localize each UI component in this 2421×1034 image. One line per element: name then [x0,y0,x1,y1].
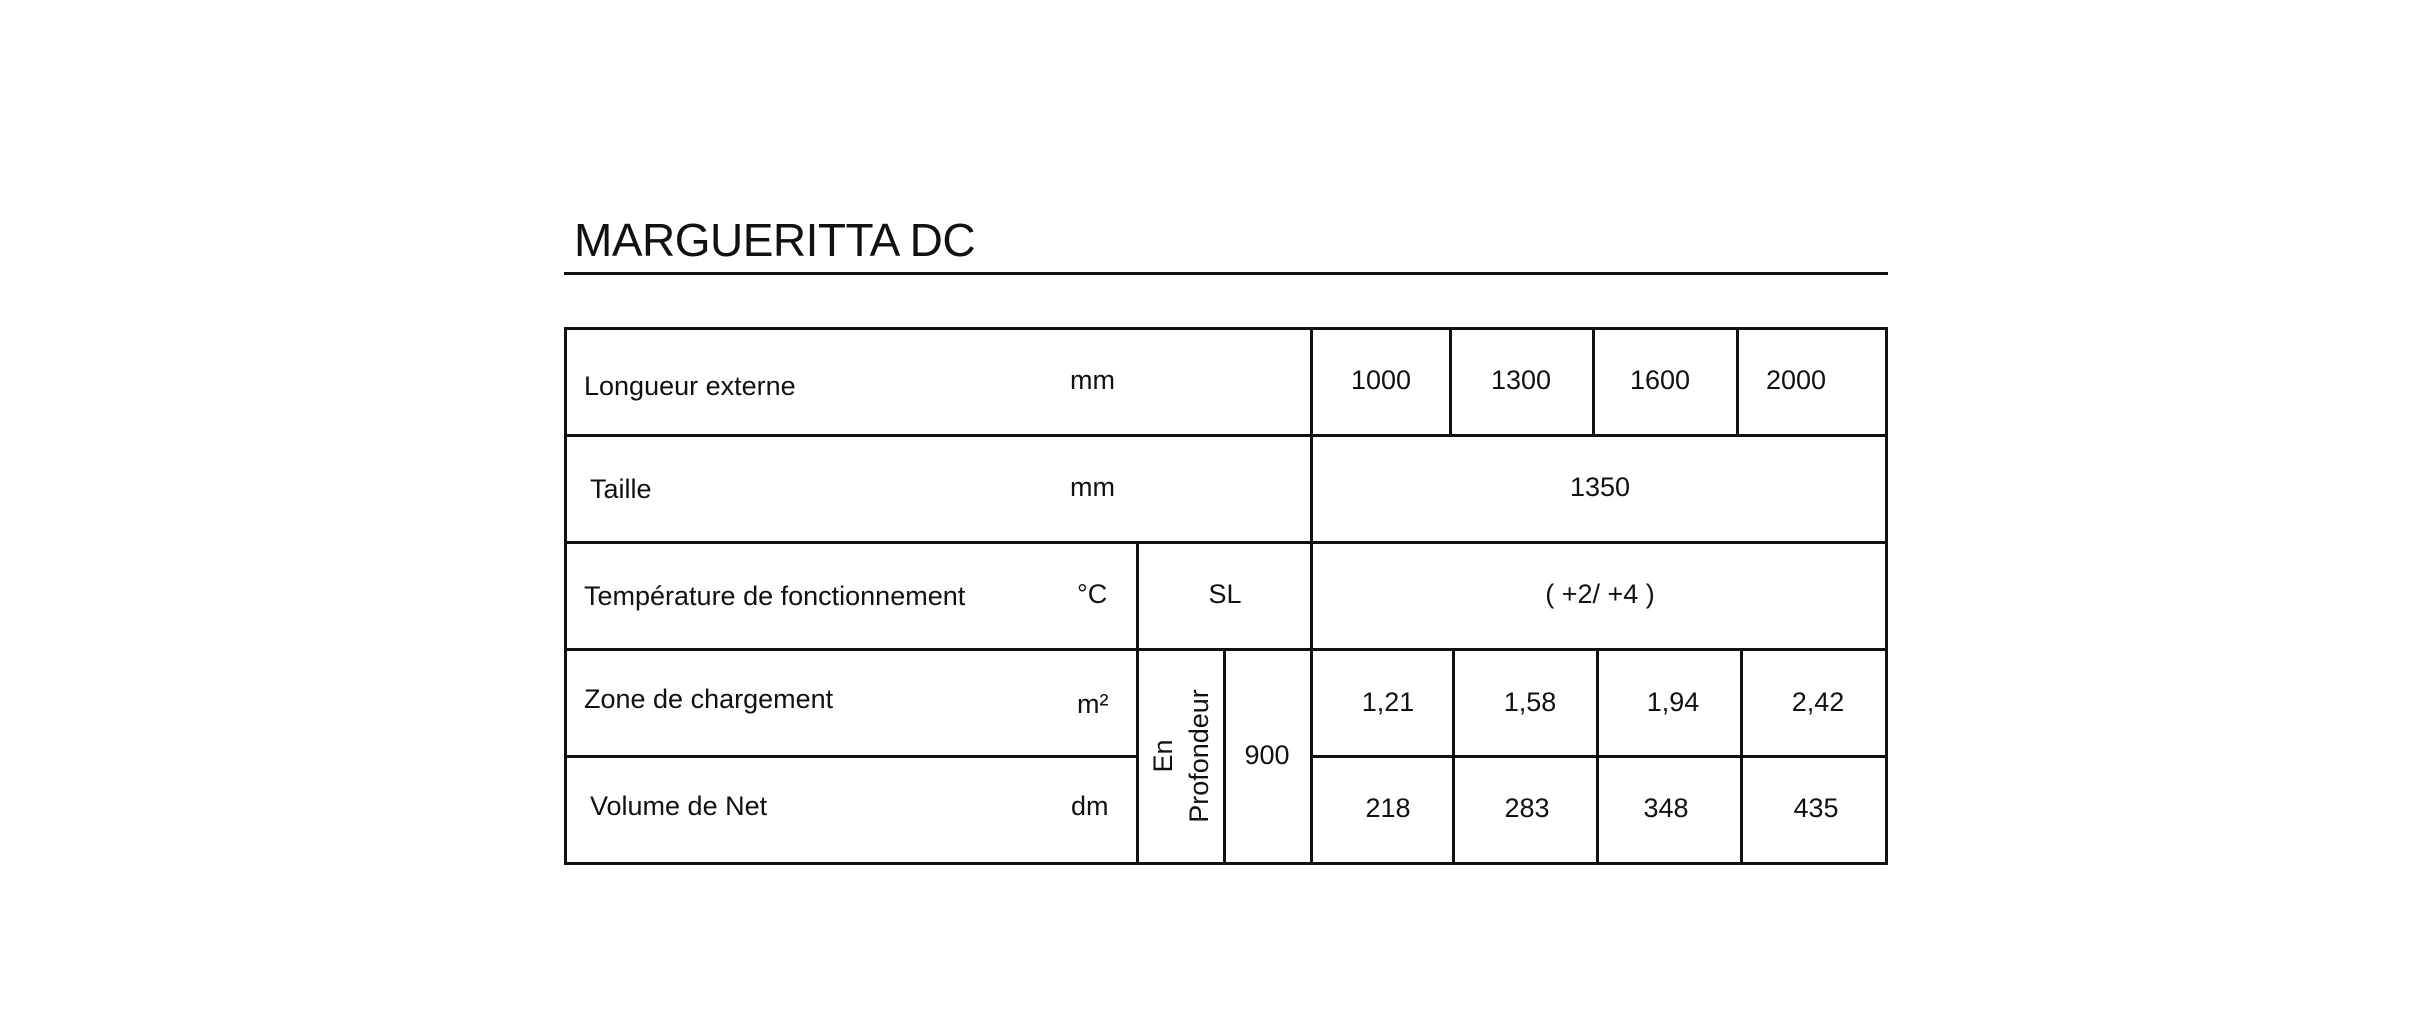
table-col-divider [1136,541,1139,865]
table-border-left [564,327,567,865]
table-col-divider [1740,648,1743,865]
net-volume-value-2: 283 [1504,793,1550,823]
loading-zone-value-4: 2,42 [1791,687,1845,717]
loading-zone-unit: m² [1077,689,1109,719]
net-volume-unit: dm [1071,791,1109,821]
net-volume-value-4: 435 [1793,793,1839,823]
net-volume-label: Volume de Net [590,791,768,821]
depth-label [1145,689,1217,823]
length-value-4: 2000 [1765,365,1827,395]
table-col-divider [1596,648,1599,865]
length-value-2: 1300 [1490,365,1552,395]
table-row-divider [564,541,1888,544]
net-volume-value-3: 348 [1643,793,1689,823]
loading-zone-label: Zone de chargement [584,684,834,714]
temperature-value: ( +2/ +4 ) [1545,579,1655,609]
temperature-class: SL [1208,579,1242,609]
table-col-divider [1449,327,1452,434]
height-label: Taille [590,474,652,504]
table-border-top [564,327,1888,330]
length-label: Longueur externe [584,371,796,401]
table-row-divider [564,755,1137,758]
depth-label-line1: En [1148,739,1178,773]
table-row-divider [564,434,1888,437]
length-value-1: 1000 [1350,365,1412,395]
table-col-divider [1452,648,1455,865]
loading-zone-value-1: 1,21 [1361,687,1415,717]
table-border-right [1885,327,1888,865]
temperature-label: Température de fonctionnement [584,581,966,611]
depth-value: 900 [1244,740,1290,770]
table-col-divider [1223,648,1226,865]
net-volume-value-1: 218 [1365,793,1411,823]
height-value: 1350 [1569,472,1631,502]
depth-label-line2: Profondeur [1184,689,1214,823]
table-col-divider [1310,327,1313,865]
length-value-3: 1600 [1629,365,1691,395]
table-col-divider [1736,327,1739,434]
table-col-divider [1592,327,1595,434]
table-border-bottom [564,862,1888,865]
table-row-divider [1311,755,1888,758]
loading-zone-value-2: 1,58 [1503,687,1557,717]
temperature-unit: °C [1077,579,1108,609]
height-unit: mm [1070,472,1115,502]
page-title: MARGUERITTA DC [574,214,976,266]
loading-zone-value-3: 1,94 [1646,687,1700,717]
length-unit: mm [1070,365,1115,395]
table-row-divider [564,648,1888,651]
